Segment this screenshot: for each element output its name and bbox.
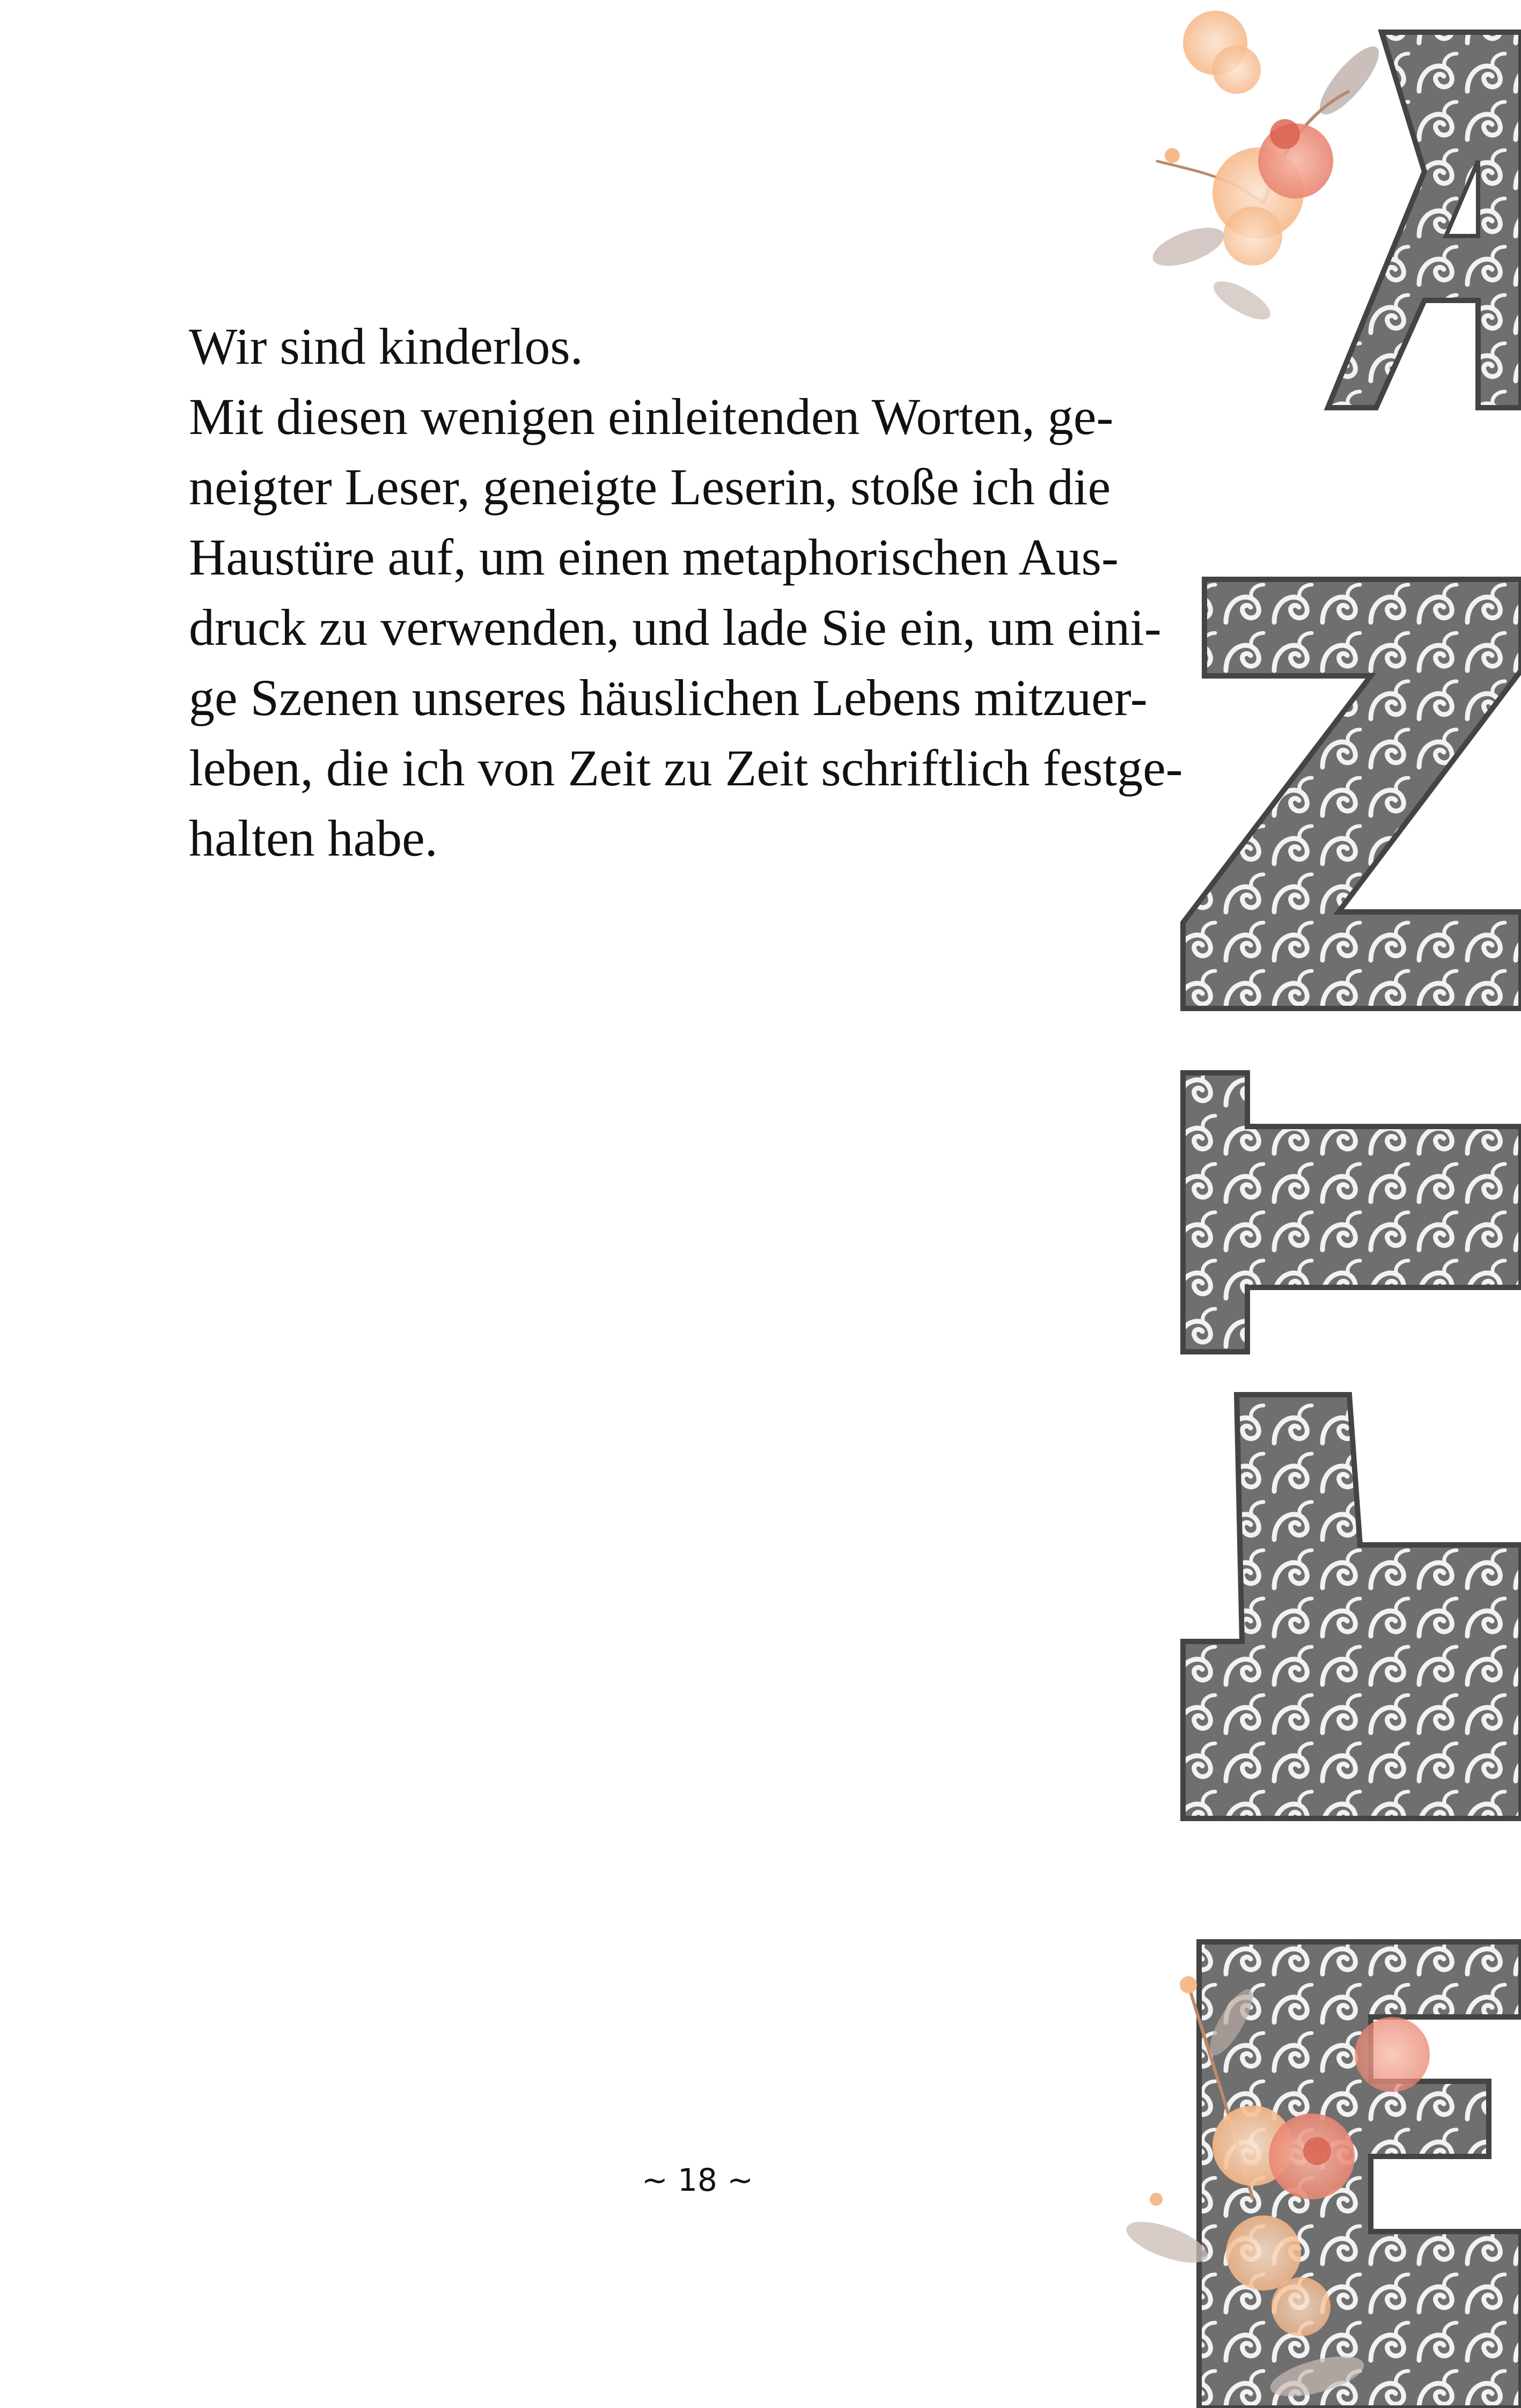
ornate-letter-i-icon	[1183, 1073, 1521, 1352]
body-text	[189, 311, 1192, 873]
text-line: Haustüre auf, um einen metaphorischen Aus-	[189, 528, 1119, 586]
text-line: druck zu verwenden, und lade Sie ein, um eini-	[189, 599, 1162, 656]
page-number: ~ 18 ~	[642, 2162, 753, 2198]
text-line: leben, die ich von Zeit zu Zeit schriftlich festge-	[189, 739, 1183, 797]
text-line: ge Szenen unseres häuslichen Lebens mitzuer-	[189, 669, 1148, 726]
text-line: halten habe.	[189, 809, 438, 867]
watercolor-flowers-icon	[1148, 11, 1388, 327]
ornate-letter-z-icon	[1183, 579, 1521, 1008]
ornate-letter-l-icon	[1183, 1395, 1521, 1818]
ornament-border	[1124, 0, 1521, 2408]
text-line: neigter Leser, geneigte Leserin, stoße ich die	[189, 458, 1111, 516]
text-line: Wir sind kinderlos.	[189, 318, 583, 375]
text-line: Mit diesen wenigen einleitenden Worten, ge-	[189, 388, 1114, 445]
